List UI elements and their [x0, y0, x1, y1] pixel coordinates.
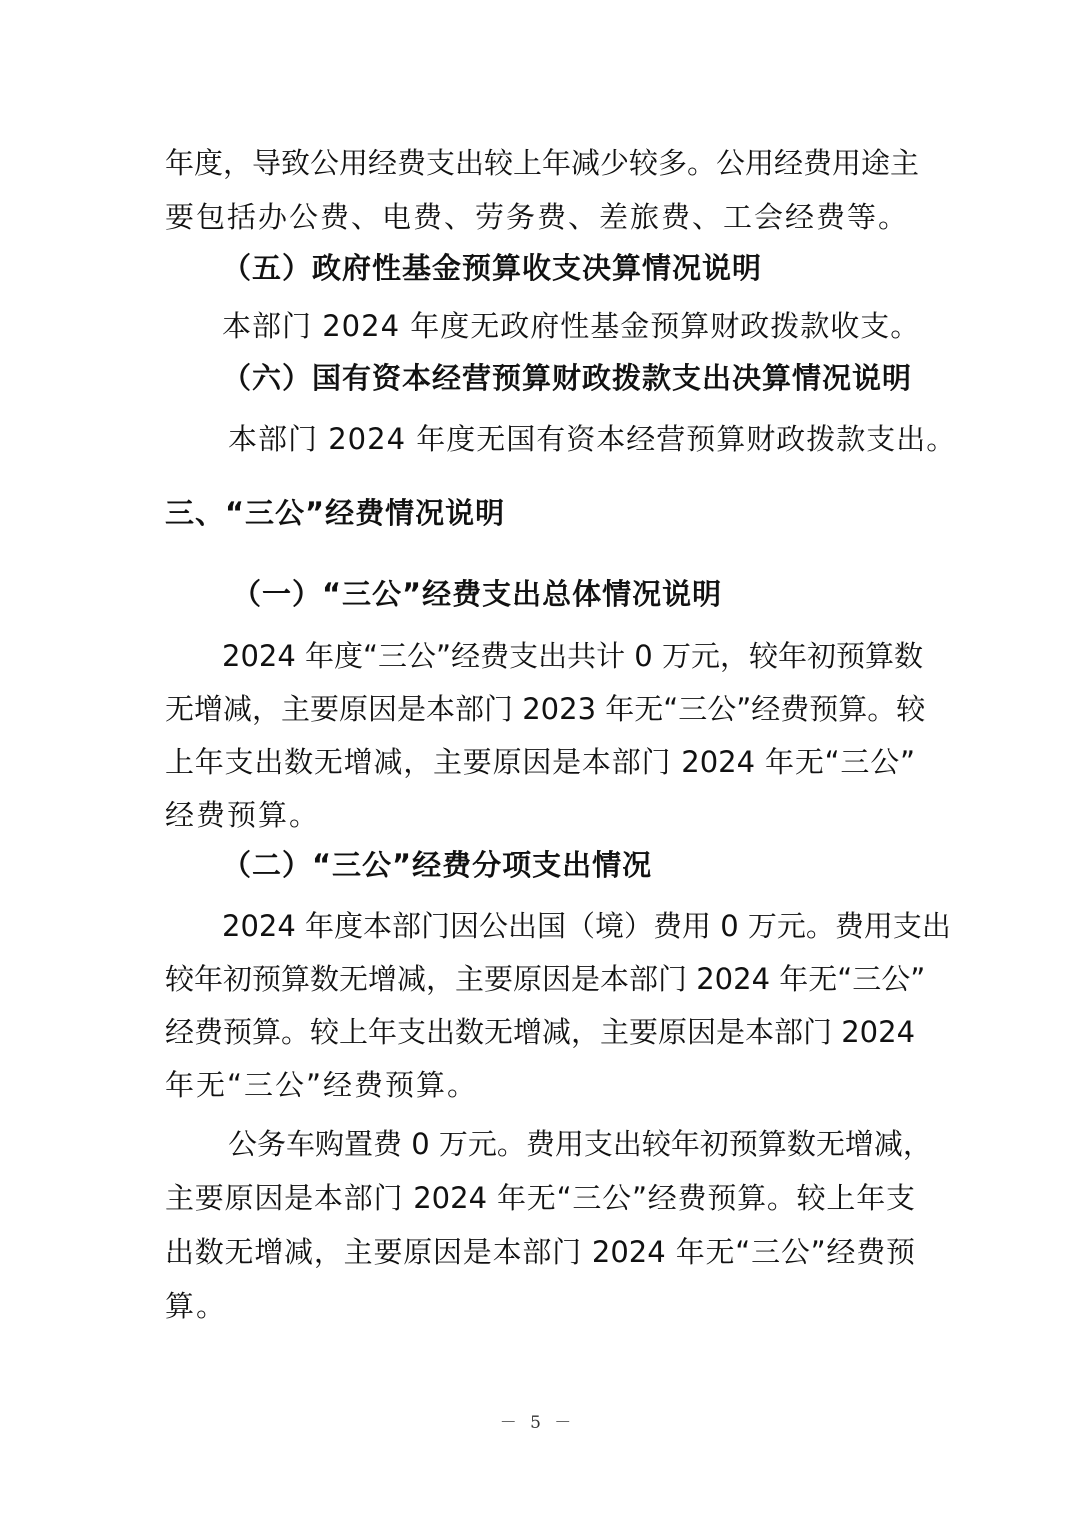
paragraph-line: 经费预算。较上年支出数无增减，主要原因是本部门 2024 [165, 1015, 916, 1049]
paragraph-line: 2024 年度本部门因公出国（境）费用 0 万元。费用支出 [222, 909, 951, 943]
chapter-heading: 三、“三公”经费情况说明 [165, 496, 506, 530]
paragraph-line: 年度，导致公用经费支出较上年减少较多。公用经费用途主 [165, 146, 920, 180]
paragraph-line: 公务车购置费 0 万元。费用支出较年初预算数无增减， [228, 1127, 932, 1161]
section-heading: （二）“三公”经费分项支出情况 [222, 848, 653, 882]
paragraph-line: 经费预算。 [165, 798, 321, 832]
paragraph-line: 较年初预算数无增减，主要原因是本部门 2024 年无“三公” [165, 962, 926, 996]
paragraph-line: 无增减，主要原因是本部门 2023 年无“三公”经费预算。较 [165, 692, 926, 726]
paragraph-line: 出数无增减，主要原因是本部门 2024 年无“三公”经费预 [165, 1235, 915, 1269]
paragraph-line: 年无“三公”经费预算。 [165, 1068, 479, 1102]
paragraph-line: 算。 [165, 1289, 228, 1323]
paragraph-line: 2024 年度“三公”经费支出共计 0 万元，较年初预算数 [222, 639, 923, 673]
page-number: － 5 － [499, 1413, 576, 1433]
paragraph-line: 要包括办公费、电费、劳务费、差旅费、工会经费等。 [165, 200, 910, 234]
paragraph-line: 本部门 2024 年度无政府性基金预算财政拨款收支。 [222, 309, 921, 343]
paragraph-line: 本部门 2024 年度无国有资本经营预算财政拨款支出。 [228, 422, 957, 456]
paragraph-line: 上年支出数无增减，主要原因是本部门 2024 年无“三公” [165, 745, 915, 779]
paragraph-line: 主要原因是本部门 2024 年无“三公”经费预算。较上年支 [165, 1181, 915, 1215]
section-heading: （六）国有资本经营预算财政拨款支出决算情况说明 [222, 361, 913, 395]
section-heading: （一）“三公”经费支出总体情况说明 [232, 577, 723, 611]
section-heading: （五）政府性基金预算收支决算情况说明 [222, 251, 763, 285]
